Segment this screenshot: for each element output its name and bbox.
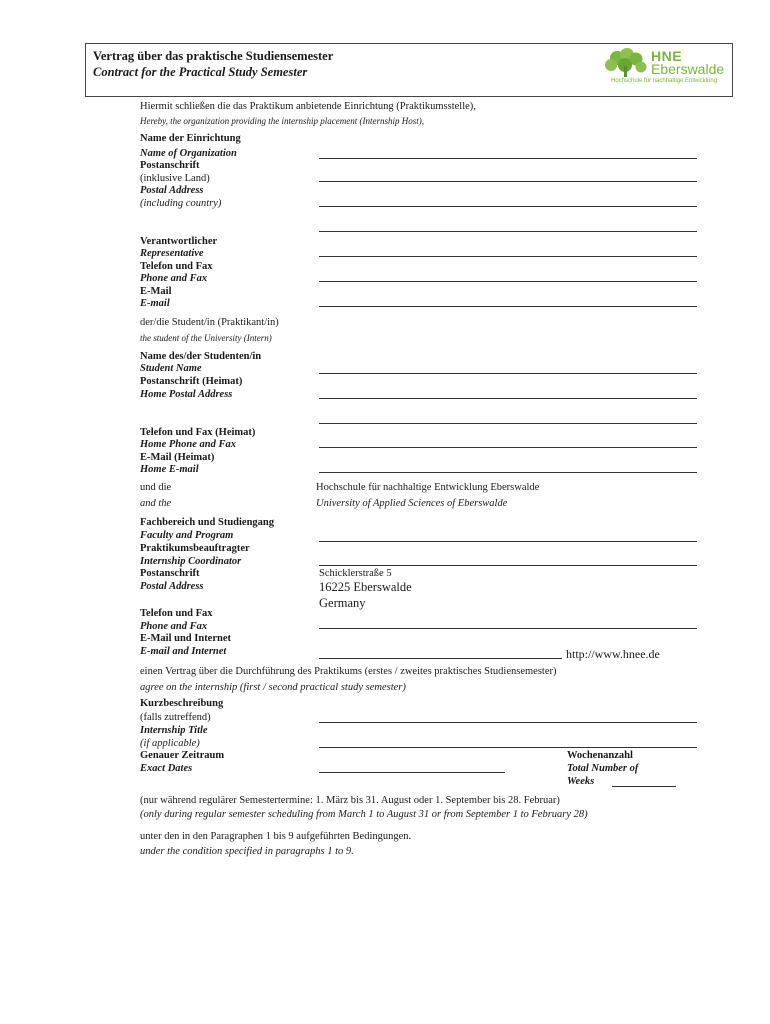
host-address-field-1[interactable] [319,181,697,182]
tree-leaf-icon [603,48,649,78]
host-address-label-en: Postal Address [140,185,204,196]
university-name-german: Hochschule für nachhaltige Entwicklung Eberswalde [316,482,540,493]
student-name-label-de: Name des/der Studenten/in [140,351,262,362]
host-rep-field[interactable] [319,256,697,257]
host-phone-field[interactable] [319,281,697,282]
student-address-label-en: Home Postal Address [140,389,233,400]
host-name-label-de: Name der Einrichtung [140,133,241,144]
semester-note-english: (only during regular semester scheduling from March 1 to August 31 or from September 1 to February 28) [140,809,588,820]
student-address-field-1[interactable] [319,398,697,399]
intro-german: Hiermit schließen die das Praktikum anbietende Einrichtung (Praktikumsstelle), [140,101,476,112]
student-phone-label-en: Home Phone and Fax [140,439,236,450]
student-intro-german: der/die Student/in (Praktikant/in) [140,317,279,328]
description-field-2[interactable] [319,747,697,748]
student-phone-field[interactable] [319,447,697,448]
description-note-de: (falls zutreffend) [140,712,211,723]
host-phone-label-de: Telefon und Fax [140,261,213,272]
host-address-label-de: Postanschrift [140,160,200,171]
intro-english: Hereby, the organization providing the internship placement (Internship Host), [140,116,424,126]
host-email-field[interactable] [319,306,697,307]
host-email-label-en: E-mail [140,298,170,309]
host-rep-label-en: Representative [140,248,204,259]
student-name-label-en: Student Name [140,363,202,374]
agreement-english: agree on the internship (first / second practical study semester) [140,682,406,693]
weeks-label-en: Total Number of [567,763,639,774]
host-email-label-de: E-Mail [140,286,172,297]
title-english: Contract for the Practical Study Semester [93,65,308,79]
description-label-de: Kurzbeschreibung [140,698,224,709]
host-address-note-de: (inklusive Land) [140,173,210,184]
university-email-label-en: E-mail and Internet [140,646,227,657]
coordinator-label-en: Internship Coordinator [140,556,242,567]
description-label-en: Internship Title [140,725,208,736]
weeks-label-de: Wochenanzahl [567,750,633,761]
university-address-label-en: Postal Address [140,581,204,592]
university-phone-label-en: Phone and Fax [140,621,208,632]
logo-name: Eberswalde [651,61,725,77]
dates-label-en: Exact Dates [140,763,193,774]
faculty-label-de: Fachbereich und Studiengang [140,517,275,528]
student-intro-english: the student of the University (Intern) [140,333,272,343]
student-address-field-2[interactable] [319,423,697,424]
and-german: und die [140,482,172,493]
university-phone-label-de: Telefon und Fax [140,608,213,619]
host-address-field-2[interactable] [319,206,697,207]
logo-subtitle: Hochschule für nachhaltige Entwicklung [611,78,718,84]
university-country: Germany [319,596,366,610]
coordinator-field[interactable] [319,565,697,566]
hne-logo [603,48,727,90]
logo-brand: HNE [651,48,683,64]
host-address-field-3[interactable] [319,231,697,232]
coordinator-label-de: Praktikumsbeauftragter [140,543,250,554]
student-name-field[interactable] [319,373,697,374]
conditions-german: unter den in den Paragraphen 1 bis 9 aufgeführten Bedingungen. [140,831,412,842]
university-street: Schicklerstraße 5 [319,568,392,579]
semester-note-german: (nur während regulärer Semestertermine: 1. März bis 31. August oder 1. September bis 28. Februar) [140,795,560,806]
and-english: and the [140,498,172,509]
description-note-en: (if applicable) [140,738,200,749]
host-phone-label-en: Phone and Fax [140,273,208,284]
university-city: 16225 Eberswalde [319,580,412,594]
university-website[interactable]: http://www.hnee.de [566,647,660,661]
agreement-german: einen Vertrag über die Durchführung des Praktikums (erstes / zweites praktisches Studiensemester) [140,666,557,677]
university-phone-field[interactable] [319,628,697,629]
description-field-1[interactable] [319,722,697,723]
faculty-field[interactable] [319,541,697,542]
university-email-field[interactable] [319,658,562,659]
host-name-field[interactable] [319,158,697,159]
weeks-field[interactable] [612,786,676,787]
faculty-label-en: Faculty and Program [140,530,234,541]
student-email-label-de: E-Mail (Heimat) [140,452,215,463]
university-name-english: University of Applied Sciences of Eberswalde [316,498,508,509]
dates-label-de: Genauer Zeitraum [140,750,225,761]
host-name-label-en: Name of Organization [140,148,237,159]
host-rep-label-de: Verantwortlicher [140,236,218,247]
student-address-label-de: Postanschrift (Heimat) [140,376,243,387]
university-email-label-de: E-Mail und Internet [140,633,232,644]
student-phone-label-de: Telefon und Fax (Heimat) [140,427,256,438]
conditions-english: under the condition specified in paragraphs 1 to 9. [140,846,354,857]
university-address-label-de: Postanschrift [140,568,200,579]
student-email-field[interactable] [319,472,697,473]
student-email-label-en: Home E-mail [140,464,199,475]
host-address-note-en: (including country) [140,198,222,209]
weeks-label-en-2: Weeks [567,776,595,787]
title-german: Vertrag über das praktische Studiensemester [93,49,334,63]
dates-field[interactable] [319,772,505,773]
